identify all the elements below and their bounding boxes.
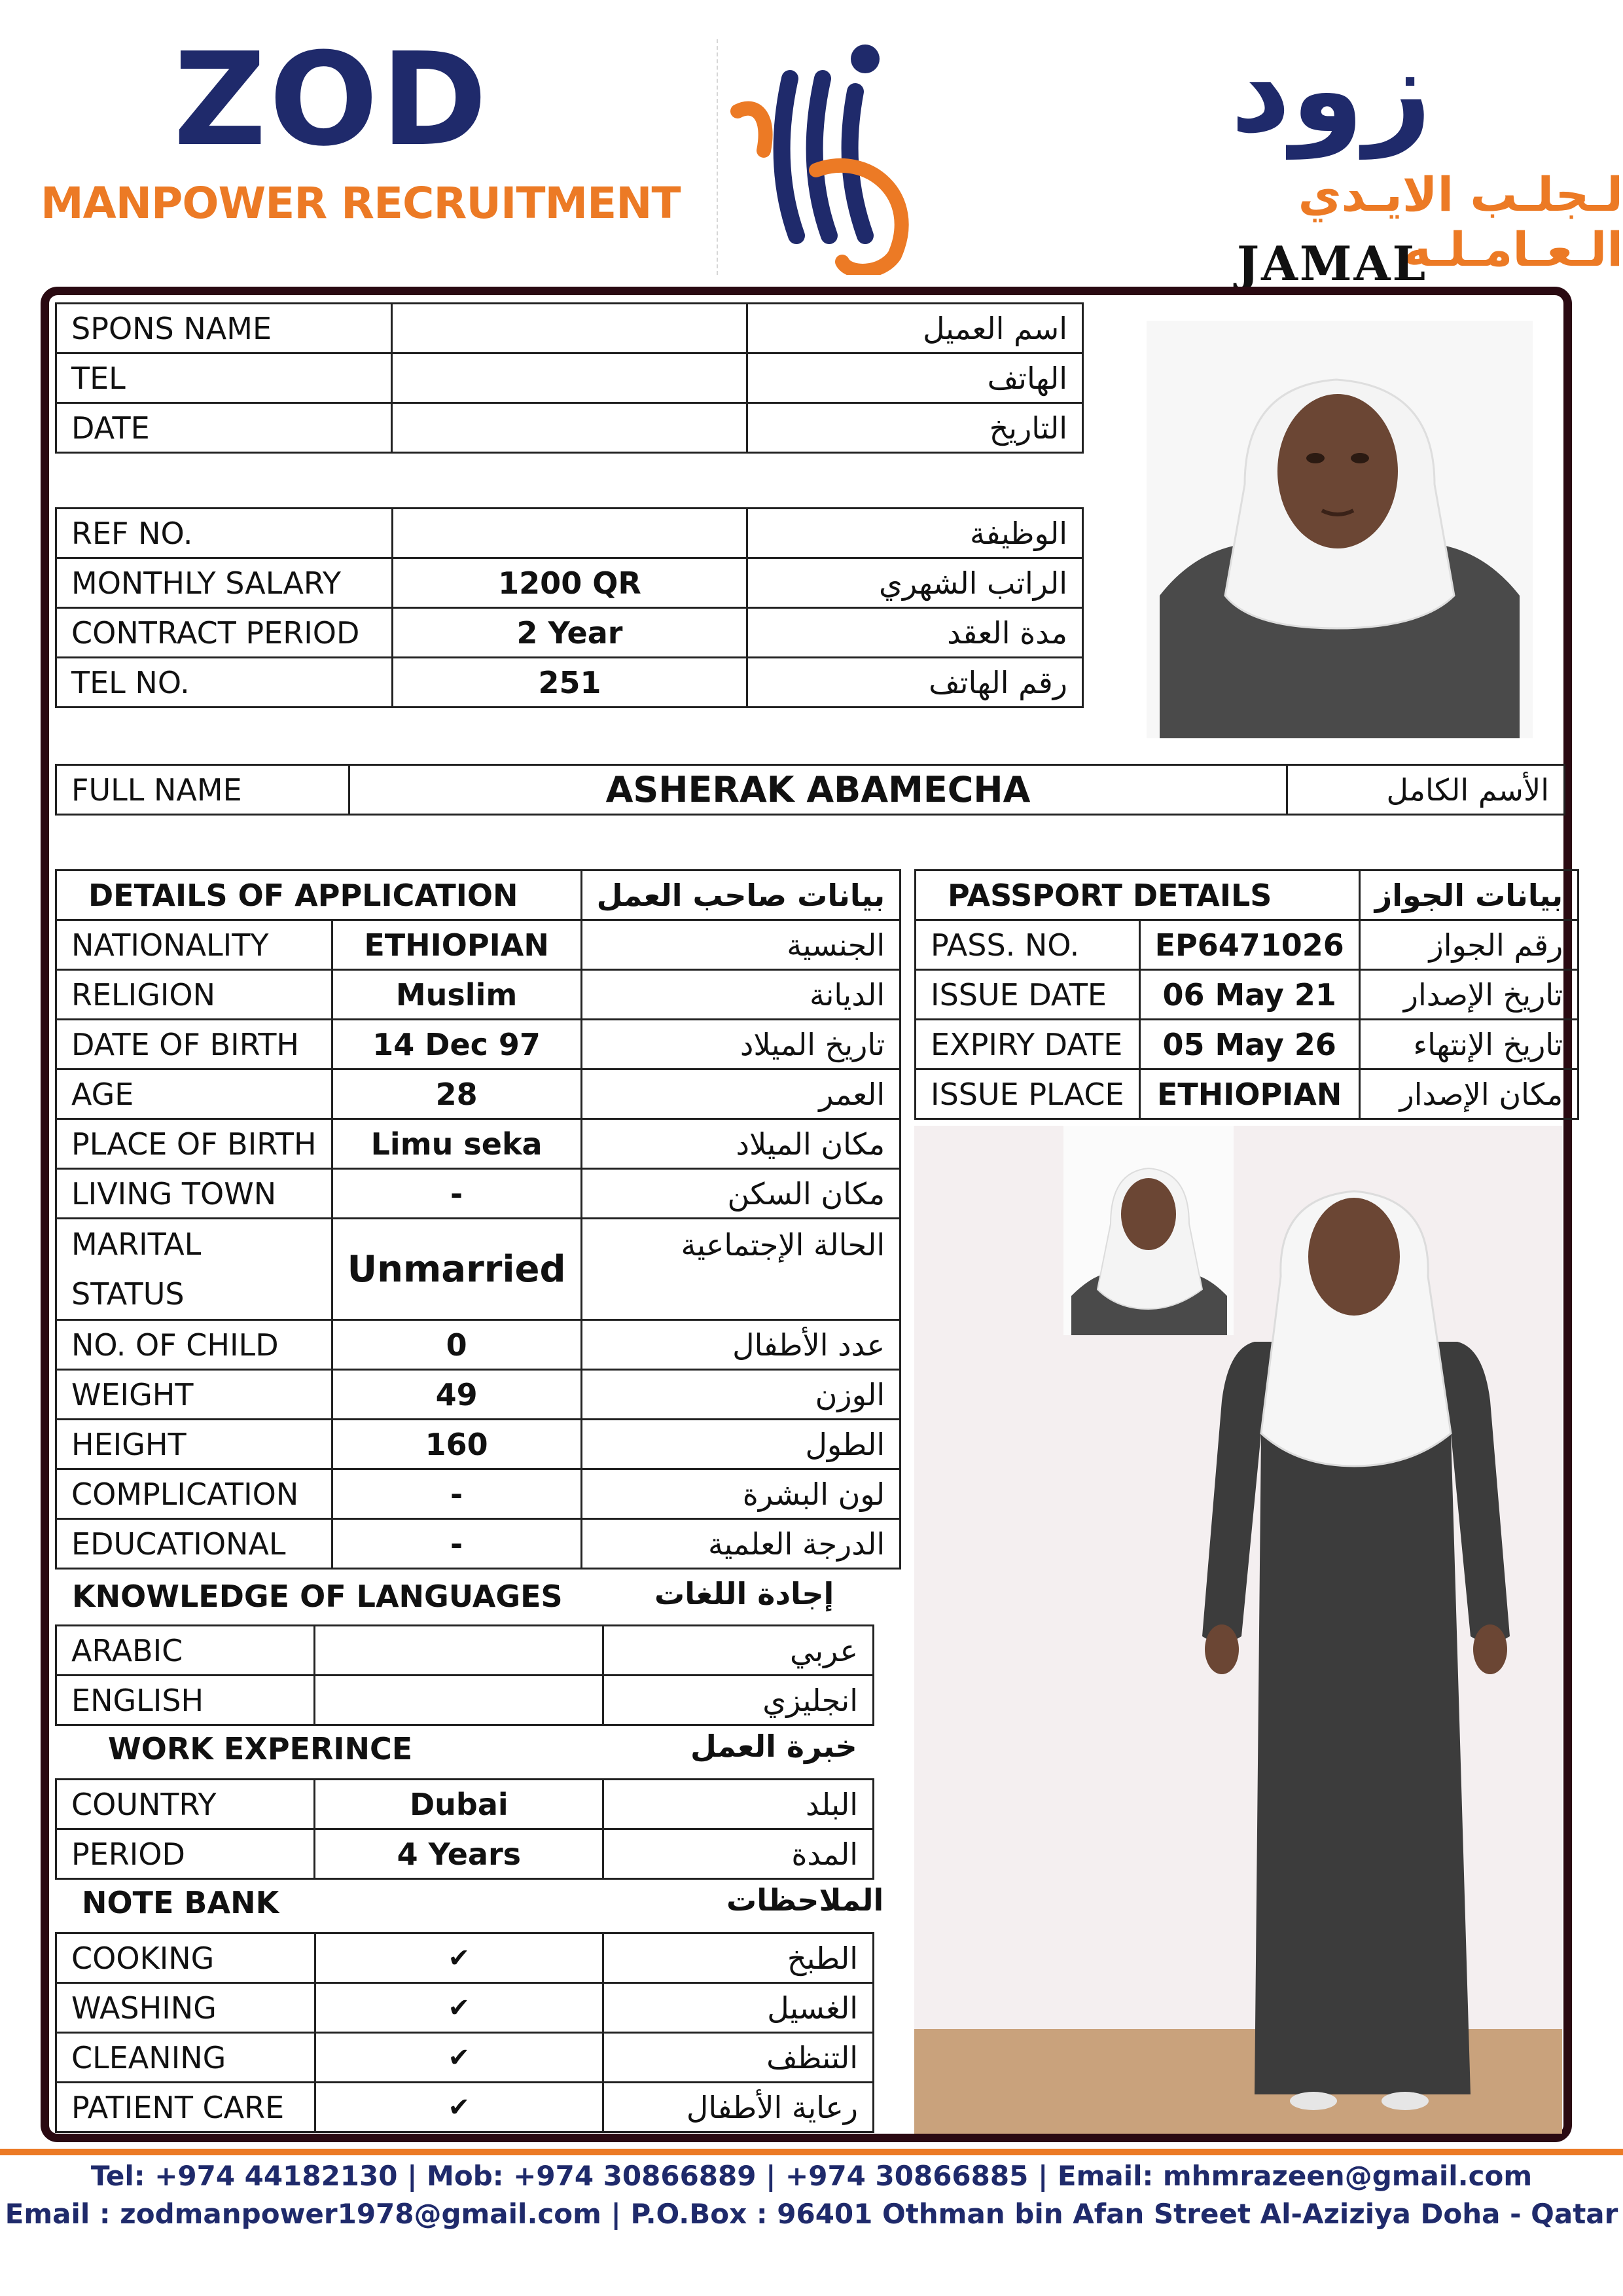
sponsor-tel-value[interactable]: [392, 353, 747, 403]
table-row: [56, 1119, 901, 1169]
pass-no-label: PASS. NO.: [916, 920, 1140, 970]
tel-no-value: 251: [392, 658, 747, 708]
sponsor-date-label-ar: التاريخ: [747, 403, 1082, 453]
table-row: [56, 2083, 874, 2132]
brand-subtitle: MANPOWER RECRUITMENT: [41, 178, 681, 228]
notes-title: NOTE BANK: [82, 1885, 279, 1920]
application-title-ar: بيانات صاحب العمل: [581, 870, 901, 920]
table-row: [56, 1370, 901, 1420]
table-row: [56, 1020, 901, 1069]
period-label: PERIOD: [56, 1829, 315, 1879]
weight-label: WEIGHT: [56, 1370, 332, 1420]
salary-label: MONTHLY SALARY: [56, 558, 393, 608]
country-label-ar: البلد: [603, 1780, 874, 1829]
age-label-ar: العمر: [581, 1069, 901, 1119]
country-value: Dubai: [315, 1780, 603, 1829]
contract-label-ar: مدة العقد: [747, 608, 1083, 658]
sponsor-date-label: DATE: [56, 403, 392, 453]
cooking-label-ar: الطبخ: [603, 1933, 873, 1983]
company-logo: [717, 39, 940, 275]
washing-label-ar: الغسيل: [603, 1983, 873, 2033]
period-label-ar: المدة: [603, 1829, 874, 1879]
table-row: [56, 1519, 901, 1569]
complication-label-ar: لون البشرة: [581, 1469, 901, 1519]
contract-label: CONTRACT PERIOD: [56, 608, 393, 658]
brand-arabic: زود: [1230, 22, 1432, 159]
table-row: [56, 970, 901, 1020]
languages-title-ar: إجادة اللغات: [654, 1576, 834, 1611]
dob-value: 14 Dec 97: [332, 1020, 581, 1069]
complication-label: COMPLICATION: [56, 1469, 332, 1519]
sponsor-tel-label-ar: الهاتف: [747, 353, 1082, 403]
issue-date-label-ar: تاريخ الإصدار: [1359, 970, 1578, 1020]
issue-place-value: ETHIOPIAN: [1139, 1069, 1359, 1119]
nationality-label: NATIONALITY: [56, 920, 332, 970]
table-row: [56, 765, 1565, 815]
place-of-birth-value: Limu seka: [332, 1119, 581, 1169]
table-row: [56, 1469, 901, 1519]
full-name-label: FULL NAME: [56, 765, 349, 815]
table-row: [56, 403, 1083, 453]
table-row: [56, 608, 1083, 658]
table-row: [56, 1420, 901, 1469]
children-value: 0: [332, 1320, 581, 1370]
experience-title-ar: خبرة العمل: [690, 1729, 857, 1764]
weight-value: 49: [332, 1370, 581, 1420]
table-row: [56, 353, 1083, 403]
job-table: [55, 507, 1084, 708]
full-body-photo: [914, 1126, 1562, 2134]
issue-place-label: ISSUE PLACE: [916, 1069, 1140, 1119]
table-row: [56, 1983, 874, 2033]
english-label: ENGLISH: [56, 1676, 315, 1725]
age-value: 28: [332, 1069, 581, 1119]
sponsor-table: [55, 302, 1084, 454]
notes-table: [55, 1932, 874, 2133]
application-title: DETAILS OF APPLICATION: [56, 870, 582, 920]
marital-label-line1: MARITAL: [71, 1227, 202, 1262]
height-value: 160: [332, 1420, 581, 1469]
educational-value: -: [332, 1519, 581, 1569]
portrait-photo: [1147, 321, 1533, 738]
nationality-value: ETHIOPIAN: [332, 920, 581, 970]
dob-label-ar: تاريخ الميلاد: [581, 1020, 901, 1069]
marital-label: [56, 1219, 332, 1320]
table-row: [916, 1069, 1578, 1119]
age-label: AGE: [56, 1069, 332, 1119]
full-name-value: ASHERAK ABAMECHA: [349, 765, 1287, 815]
issue-date-value: 06 May 21: [1139, 970, 1359, 1020]
religion-value: Muslim: [332, 970, 581, 1020]
table-row: [916, 870, 1578, 920]
small-portrait: [1063, 1126, 1234, 1335]
washing-label: WASHING: [56, 1983, 315, 2033]
passport-title-ar: بيانات الجواز: [1359, 870, 1578, 920]
table-row: [56, 1933, 874, 1983]
ref-no-label: REF NO.: [56, 509, 393, 558]
table-row: [56, 1829, 874, 1879]
nationality-label-ar: الجنسية: [581, 920, 901, 970]
expiry-date-label: EXPIRY DATE: [916, 1020, 1140, 1069]
table-row: [56, 1676, 874, 1725]
footer-divider: [0, 2149, 1623, 2155]
marital-label-line2: STATUS: [71, 1276, 185, 1312]
pass-no-value: EP6471026: [1139, 920, 1359, 970]
languages-title: KNOWLEDGE OF LANGUAGES: [72, 1579, 563, 1614]
sponsor-name-label: SPONS NAME: [56, 304, 392, 353]
passport-title: PASSPORT DETAILS: [916, 870, 1360, 920]
full-name-table: [55, 764, 1565, 816]
period-value: 4 Years: [315, 1829, 603, 1879]
arabic-label-ar: عربي: [603, 1626, 873, 1676]
brand-arabic-subtitle: لـجلـب الايـدي الـعـامـلـه: [1298, 167, 1623, 277]
religion-label-ar: الديانة: [581, 970, 901, 1020]
salary-label-ar: الراتب الشهري: [747, 558, 1083, 608]
children-label-ar: عدد الأطفال: [581, 1320, 901, 1370]
complication-value: -: [332, 1469, 581, 1519]
languages-table: [55, 1624, 874, 1726]
cooking-label: COOKING: [56, 1933, 315, 1983]
living-town-value: -: [332, 1169, 581, 1219]
dob-label: DATE OF BIRTH: [56, 1020, 332, 1069]
pass-no-label-ar: رقم الجواز: [1359, 920, 1578, 970]
salary-value: 1200 QR: [392, 558, 747, 608]
agent-name: JAMAL: [1237, 236, 1428, 291]
marital-value: Unmarried: [332, 1219, 581, 1320]
brand-name: ZOD: [173, 26, 490, 175]
weight-label-ar: الوزن: [581, 1370, 901, 1420]
place-of-birth-label: PLACE OF BIRTH: [56, 1119, 332, 1169]
living-town-label-ar: مكان السكن: [581, 1169, 901, 1219]
issue-date-label: ISSUE DATE: [916, 970, 1140, 1020]
table-row: [916, 970, 1578, 1020]
table-row: [56, 558, 1083, 608]
table-row: [56, 509, 1083, 558]
sponsor-tel-label: TEL: [56, 353, 392, 403]
experience-table: [55, 1778, 874, 1880]
country-label: COUNTRY: [56, 1780, 315, 1829]
educational-label: EDUCATIONAL: [56, 1519, 332, 1569]
arabic-label: ARABIC: [56, 1626, 315, 1676]
expiry-date-value: 05 May 26: [1139, 1020, 1359, 1069]
english-label-ar: انجليزي: [603, 1676, 873, 1725]
experience-title: WORK EXPERINCE: [108, 1731, 413, 1767]
marital-label-ar: الحالة الإجتماعية: [581, 1219, 901, 1320]
full-name-label-ar: الأسم الكامل: [1287, 765, 1565, 815]
tel-no-label-ar: رقم الهاتف: [747, 658, 1083, 708]
footer-contact-line1: Tel: +974 44182130 | Mob: +974 30866889 | +974 30866885 | Email: mhmrazeen@gmail.com: [90, 2160, 1533, 2192]
table-row: [56, 1219, 901, 1320]
notes-title-ar: الملاحظات: [726, 1882, 884, 1918]
table-row: [56, 658, 1083, 708]
table-row: [56, 1626, 874, 1676]
educational-label-ar: الدرجة العلمية: [581, 1519, 901, 1569]
sponsor-date-value[interactable]: [392, 403, 747, 453]
table-row: [56, 870, 901, 920]
height-label: HEIGHT: [56, 1420, 332, 1469]
ref-no-value: [392, 509, 747, 558]
table-row: [56, 1780, 874, 1829]
patient-care-label-ar: رعاية الأطفال: [603, 2083, 873, 2132]
height-label-ar: الطول: [581, 1420, 901, 1469]
religion-label: RELIGION: [56, 970, 332, 1020]
table-row: [916, 920, 1578, 970]
table-row: [56, 1320, 901, 1370]
table-row: [56, 2033, 874, 2083]
table-row: [56, 1069, 901, 1119]
cooking-check-icon: ✔: [315, 1933, 603, 1983]
figure-logo-icon: [718, 39, 940, 275]
table-row: [56, 1169, 901, 1219]
table-row: [56, 304, 1083, 353]
arabic-value: [315, 1626, 603, 1676]
table-row: [916, 1020, 1578, 1069]
footer-contact-line2: Email : zodmanpower1978@gmail.com | P.O.Box : 96401 Othman bin Afan Street Al-Aziziya Doha - Qatar: [5, 2198, 1618, 2230]
living-town-label: LIVING TOWN: [56, 1169, 332, 1219]
contract-value: 2 Year: [392, 608, 747, 658]
patient-care-check-icon: ✔: [315, 2083, 603, 2132]
passport-table: [914, 869, 1579, 1120]
application-table: [55, 869, 901, 1570]
expiry-date-label-ar: تاريخ الإنتهاء: [1359, 1020, 1578, 1069]
tel-no-label: TEL NO.: [56, 658, 393, 708]
patient-care-label: PATIENT CARE: [56, 2083, 315, 2132]
children-label: NO. OF CHILD: [56, 1320, 332, 1370]
ref-no-label-ar: الوظيفة: [747, 509, 1083, 558]
english-value: [315, 1676, 603, 1725]
sponsor-name-value[interactable]: [392, 304, 747, 353]
issue-place-label-ar: مكان الإصدار: [1359, 1069, 1578, 1119]
cleaning-label-ar: التنظف: [603, 2033, 873, 2083]
cleaning-label: CLEANING: [56, 2033, 315, 2083]
washing-check-icon: ✔: [315, 1983, 603, 2033]
cleaning-check-icon: ✔: [315, 2033, 603, 2083]
table-row: [56, 920, 901, 970]
sponsor-name-label-ar: اسم العميل: [747, 304, 1082, 353]
place-of-birth-label-ar: مكان الميلاد: [581, 1119, 901, 1169]
